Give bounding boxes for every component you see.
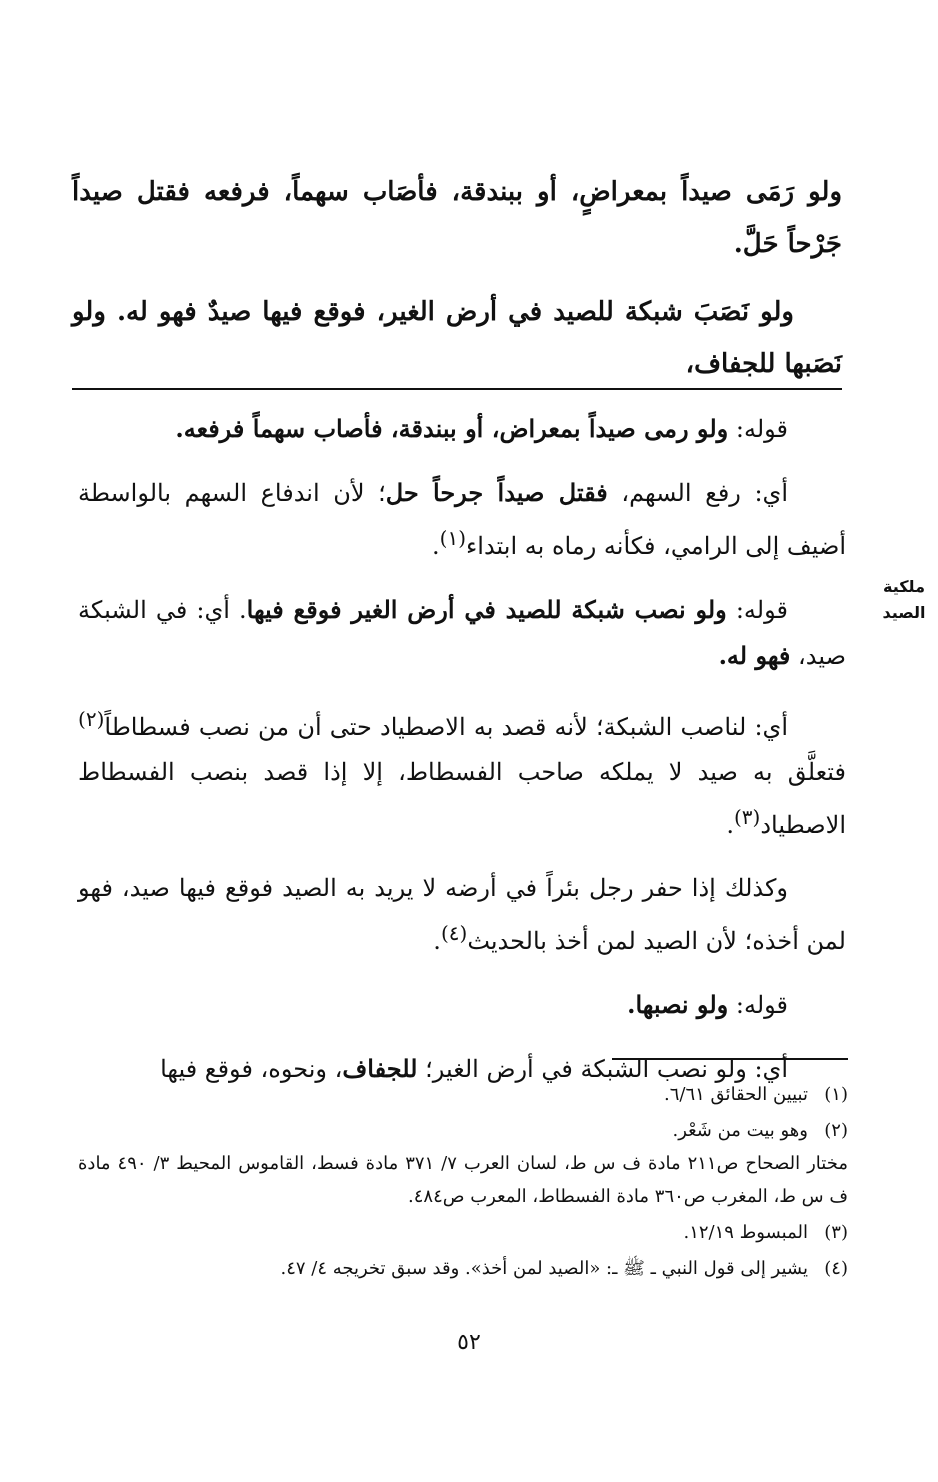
footnotes bbox=[78, 1078, 848, 1285]
margin-heading-line: ملكية bbox=[883, 577, 925, 596]
footnote-number: (٣) bbox=[824, 1222, 848, 1243]
footnote-number: (٢) bbox=[824, 1120, 848, 1141]
footnote-3 bbox=[78, 1216, 848, 1249]
footnote-ref: (٣) bbox=[733, 805, 761, 829]
sharh-quote-1 bbox=[78, 406, 846, 452]
quoted-matn: فهو له. bbox=[718, 641, 791, 670]
page-number: ٥٢ bbox=[457, 1330, 481, 1355]
explanation-text: ، ونحوه، فوقع فيها bbox=[160, 1055, 343, 1083]
footnote-ref: (٤) bbox=[440, 921, 468, 945]
quoted-matn: ولو نصبها. bbox=[627, 990, 729, 1019]
explanation-text: . bbox=[433, 927, 441, 955]
margin-heading-line: الصيد bbox=[882, 603, 926, 622]
sharh-quote-3 bbox=[78, 982, 846, 1028]
explanation-text: فتعلَّق به صيد لا يملكه صاحب الفسطاط، إلا إذا قصد بنصب الفسطاط الاصطياد bbox=[78, 758, 846, 839]
quote-label: قوله: bbox=[735, 991, 788, 1019]
footnote-text: يشير إلى قول النبي ـ ﷺ ـ: «الصيد لمن أخذ». وقد سبق تخريجه ٤/ ٤٧. bbox=[280, 1258, 808, 1279]
footnote-ref: (١) bbox=[439, 526, 466, 550]
explanation-text: أي: لناصب الشبكة؛ لأنه قصد به الاصطياد حتى أن من نصب فسطاطاً bbox=[104, 713, 788, 741]
matn-line: جَرْحاً حَلَّ. bbox=[733, 229, 842, 259]
explanation-text: أي: رفع السهم، bbox=[621, 479, 789, 507]
matn-paragraph-2 bbox=[72, 286, 842, 390]
explanation-text: . أي: في الشبكة صيد، bbox=[78, 596, 846, 670]
matn-line: ولو نَصَبَ شبكة للصيد في أرض الغير، فوقع فيها صيدٌ فهو له. bbox=[116, 297, 794, 327]
quoted-matn: ولو رمى صيداً بمعراض، أو ببندقة، فأصاب سهماً فرفعه. bbox=[175, 414, 729, 443]
explanation-text: . bbox=[431, 532, 440, 560]
sharh-quote-2 bbox=[78, 587, 846, 679]
matn-line: ولو نَصَبها للجفاف، bbox=[72, 297, 842, 379]
explanation-text: أي: ولو نصب الشبكة في أرض الغير؛ bbox=[425, 1055, 788, 1083]
explanation-text: ؛ لأن اندفاع السهم بالواسطة أضيف إلى الرامي، فكأنه رماه به ابتداء bbox=[78, 479, 846, 560]
quoted-matn: للجفاف bbox=[342, 1054, 418, 1083]
matn-paragraph-1 bbox=[72, 166, 842, 270]
footnote-text: وهو بيت من شَعْر. bbox=[672, 1120, 808, 1141]
footnote-number: (٤) bbox=[824, 1258, 848, 1279]
matn-text bbox=[72, 166, 842, 390]
footnote-number: (١) bbox=[824, 1084, 848, 1105]
footnote-ref: (٢) bbox=[78, 707, 105, 731]
section-divider bbox=[72, 388, 842, 390]
margin-heading bbox=[874, 574, 934, 626]
footnote-divider bbox=[612, 1058, 848, 1060]
explanation-text: . bbox=[726, 811, 734, 839]
footnote-4 bbox=[78, 1252, 848, 1285]
sharh-explanation-3 bbox=[78, 866, 846, 964]
quoted-matn: فقتل صيداً جرحاً حل bbox=[385, 478, 608, 507]
quoted-matn: ولو نصب شبكة للصيد في أرض الغير فوقع فيها bbox=[246, 595, 727, 624]
sharh-text bbox=[78, 406, 846, 1092]
quote-label: قوله: bbox=[735, 415, 788, 443]
footnote-2 bbox=[78, 1114, 848, 1147]
footnote-text: مختار الصحاح ص٢١١ مادة ف س ط، لسان العرب ٧/ ٣٧١ مادة فسط، القاموس المحيط ٣/ ٤٩٠ مادة ف س ط، المغرب ص٣٦٠ مادة الفسطاط، المعرب ص٤٨٤. bbox=[78, 1153, 848, 1207]
footnote-1 bbox=[78, 1078, 848, 1111]
footnote-text: تبيين الحقائق ٦/٦١. bbox=[664, 1084, 808, 1105]
matn-line: ولو رَمَى صيداً بمعراضٍ، أو ببندقة، فأصَاب سهماً، فرفعه فقتل صيداً bbox=[72, 177, 842, 207]
explanation-text: وكذلك إذا حفر رجل بئراً في أرضه لا يريد به الصيد فوقع فيها صيد، فهو لمن أخذه؛ لأن الصيد لمن أخذ بالحديث bbox=[78, 874, 846, 955]
quote-label: قوله: bbox=[735, 596, 788, 624]
sharh-explanation-1 bbox=[78, 470, 846, 569]
footnote-text: المبسوط ١٢/١٩. bbox=[683, 1222, 808, 1243]
sharh-explanation-2 bbox=[78, 697, 846, 848]
